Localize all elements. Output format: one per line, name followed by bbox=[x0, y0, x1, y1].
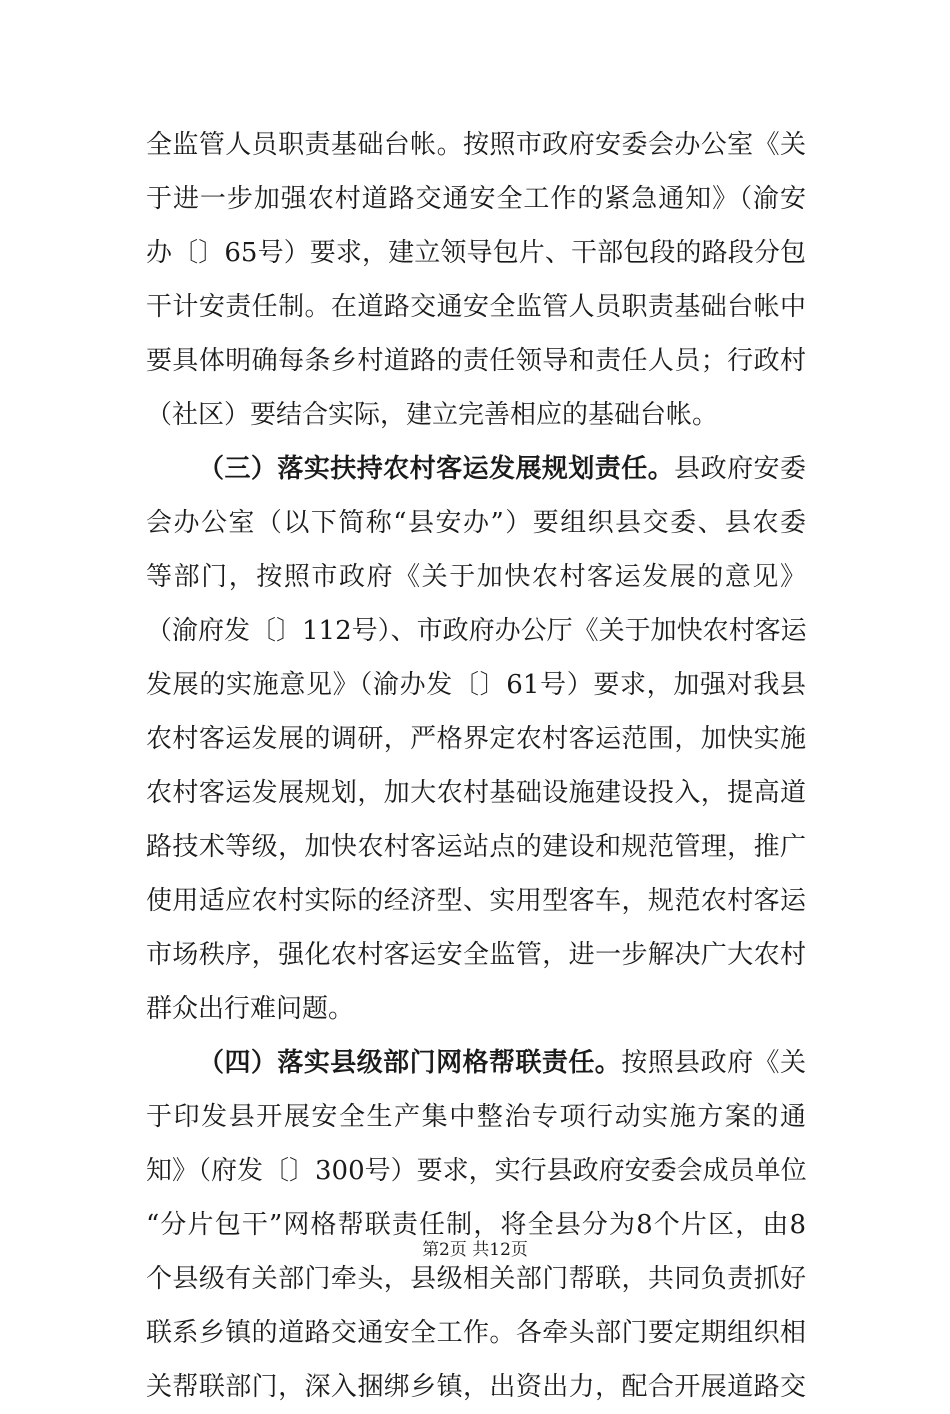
text-line: “分片包干”网格帮联责任制，将全县分为8个片区，由8 bbox=[146, 1210, 806, 1240]
text-line: 全监管人员职责基础台帐。按照市政府安委会办公室《关 bbox=[146, 130, 806, 160]
text-line: 于进一步加强农村道路交通安全工作的紧急通知》（渝安 bbox=[146, 184, 806, 214]
paragraph-first-line bbox=[146, 1036, 806, 1090]
section-heading-3: （三）落实扶持农村客运发展规划责任。 bbox=[198, 454, 675, 484]
text-line: 会办公室（以下简称“县安办”）要组织县交委、县农委 bbox=[146, 508, 806, 538]
paragraph-first-line bbox=[146, 442, 806, 496]
document-body bbox=[146, 118, 806, 1414]
text-line: 使用适应农村实际的经济型、实用型客车，规范农村客运 bbox=[146, 886, 806, 916]
text-line: 发展的实施意见》（渝办发〔〕61号）要求，加强对我县 bbox=[146, 670, 806, 700]
text-line: 路技术等级，加快农村客运站点的建设和规范管理，推广 bbox=[146, 832, 806, 862]
section-heading-4: （四）落实县级部门网格帮联责任。 bbox=[198, 1048, 622, 1078]
text-run: 县政府安委 bbox=[674, 454, 806, 484]
text-line: 个县级有关部门牵头，县级相关部门帮联，共同负责抓好 bbox=[146, 1264, 806, 1294]
page-number: 第2页 共12页 bbox=[422, 1240, 528, 1260]
text-line: 联系乡镇的道路交通安全工作。各牵头部门要定期组织相 bbox=[146, 1318, 806, 1348]
text-line: 等部门，按照市政府《关于加快农村客运发展的意见》 bbox=[146, 562, 806, 592]
text-line: 群众出行难问题。 bbox=[146, 994, 355, 1024]
text-line: 市场秩序，强化农村客运安全监管，进一步解决广大农村 bbox=[146, 940, 806, 970]
text-line: 关帮联部门，深入捆绑乡镇，出资出力，配合开展道路交 bbox=[146, 1372, 806, 1402]
text-line: 于印发县开展安全生产集中整治专项行动实施方案的通 bbox=[146, 1102, 806, 1132]
text-line: （社区）要结合实际，建立完善相应的基础台帐。 bbox=[146, 400, 719, 430]
text-line: 办〔〕65号）要求，建立领导包片、干部包段的路段分包 bbox=[146, 238, 806, 268]
text-line: 农村客运发展规划，加大农村基础设施建设投入，提高道 bbox=[146, 778, 806, 808]
text-line: （渝府发〔〕112号）、市政府办公厅《关于加快农村客运 bbox=[146, 616, 807, 646]
text-run: 按照县政府《关 bbox=[621, 1048, 806, 1078]
text-line: 知》（府发〔〕300号）要求，实行县政府安委会成员单位 bbox=[146, 1156, 807, 1186]
text-line: 农村客运发展的调研，严格界定农村客运范围，加快实施 bbox=[146, 724, 806, 754]
text-line: 要具体明确每条乡村道路的责任领导和责任人员；行政村 bbox=[146, 346, 806, 376]
text-line: 干计安责任制。在道路交通安全监管人员职责基础台帐中 bbox=[146, 292, 806, 322]
